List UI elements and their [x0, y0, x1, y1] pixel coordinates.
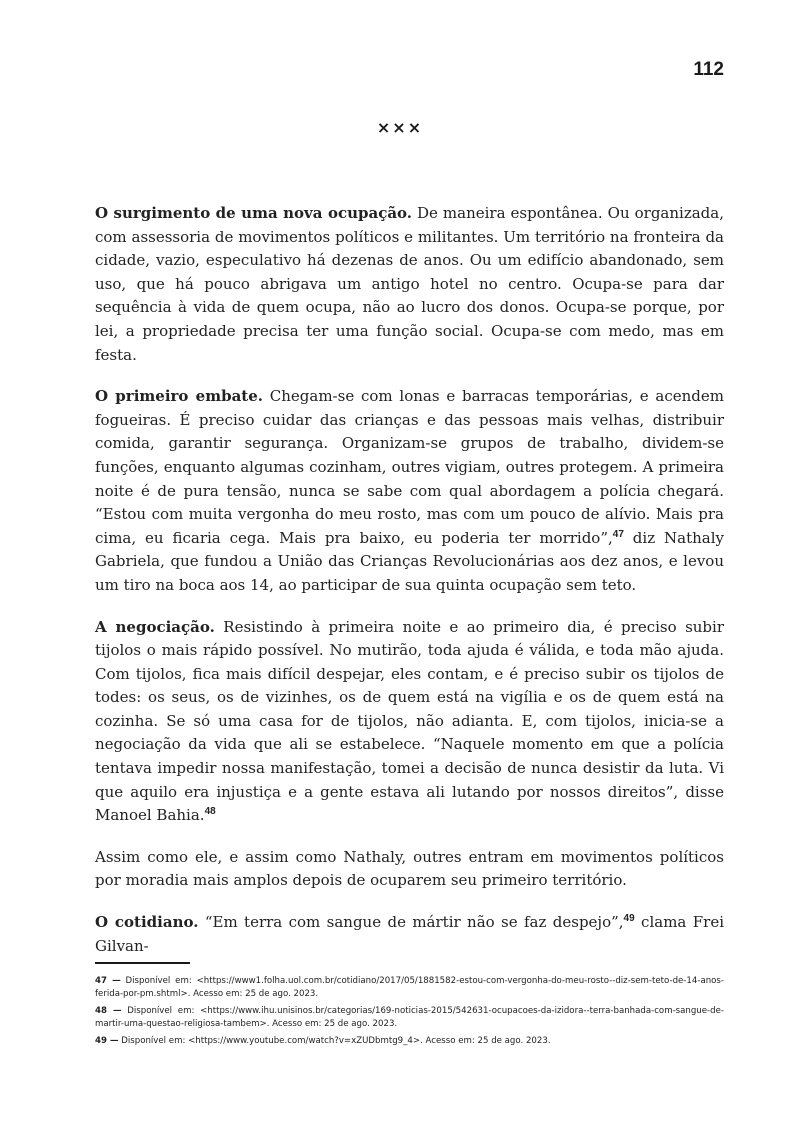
footnote-number: 48 —	[95, 1006, 122, 1016]
footnote-number: 49 —	[95, 1036, 119, 1046]
paragraph-lead: O primeiro embate.	[95, 387, 263, 406]
paragraph-first-clash	[95, 385, 724, 597]
paragraph-daily-life	[95, 911, 724, 958]
footnote-number: 47 —	[95, 976, 121, 986]
paragraph-text: Resistindo à primeira noite e ao primeiro dia, é preciso subir tijolos o mais rápido possível. No mutirão, toda ajuda é válida, e toda mão ajuda. Com tijolos, fica mais difícil despejar, eles contam, e é preciso subir os tijolos de todes: os seus, os de vizinhes, os de quem está na vigília e os de quem está na cozinha. Se só uma casa for de tijolos, não adianta. E, com tijolos, inicia-se a negociação da vida que ali se estabelece. “Naquele momento em que a polícia tentava impedir nossa manifestação, tomei a decisão de nunca desistir da luta. Vi que aquilo era injustiça e a gente estava ali lutando por nossos direitos”, disse Manoel Bahia.	[95, 617, 724, 825]
footnote-49	[95, 1035, 724, 1048]
footnote-divider	[95, 962, 190, 964]
paragraph-negotiation	[95, 616, 724, 828]
page-number: 112	[693, 59, 724, 80]
paragraph-lead: O cotidiano.	[95, 913, 199, 932]
paragraph-text: diz Nathaly Gabriela, que fundou a União das Crianças Revolucionárias aos dez anos, e levou um tiro na boca aos 14, ao participar de sua quinta ocupação sem teto.	[95, 528, 724, 594]
paragraph-text: “Em terra com sangue de mártir não se faz despejo”,	[198, 913, 624, 932]
paragraph-new-occupation	[95, 202, 724, 367]
footnote-text[interactable]: Disponível em: <https://www.youtube.com/watch?v=xZUDbmtg9_4>. Acesso em: 25 de ago. 2023.	[118, 1036, 551, 1046]
footnotes	[95, 975, 724, 1052]
footnote-ref-49[interactable]: 49	[623, 913, 635, 925]
paragraph-text: Assim como ele, e assim como Nathaly, outres entram em movimentos políticos por moradia mais amplos depois de ocuparem seu primeiro território.	[95, 847, 724, 890]
section-separator: ×××	[376, 118, 424, 137]
footnote-text[interactable]: Disponível em: <https://www.ihu.unisinos.br/categorias/169-noticias-2015/542631-ocupacoes-da-izidora--terra-banhada-com-sangue-de-martir-uma-questao-religiosa-tambem>. Acesso em: 25 de ago. 2023.	[95, 1006, 724, 1029]
paragraph-text: De maneira espontânea. Ou organizada, com assessoria de movimentos políticos e militantes. Um território na fronteira da cidade, vazio, especulativo há dezenas de anos. Ou um edifício abandonado, sem uso, que há pouco abrigava um antigo hotel no centro. Ocupa-se para dar sequência à vida de quem ocupa, não ao lucro dos donos. Ocupa-se porque, por lei, a propriedade precisa ter uma função social. Ocupa-se com medo, mas em festa.	[95, 204, 724, 364]
footnote-text[interactable]: Disponível em: <https://www1.folha.uol.com.br/cotidiano/2017/05/1881582-estou-com-vergonha-do-meu-rosto--diz-sem-teto-de-14-anos-ferida-por-pm.shtml>. Acesso em: 25 de ago. 2023.	[95, 976, 724, 999]
paragraph-lead: A negociação.	[95, 617, 215, 636]
paragraph-lead: O surgimento de uma nova ocupação.	[95, 204, 413, 222]
footnote-ref-48[interactable]: 48	[204, 806, 216, 818]
footnote-ref-47[interactable]: 47	[612, 528, 624, 540]
body-text	[95, 202, 724, 958]
footnote-48	[95, 1005, 724, 1031]
paragraph-text: clama Frei Gilvan-	[95, 913, 724, 955]
footnote-47	[95, 975, 724, 1001]
paragraph-text: Chegam-se com lonas e barracas temporárias, e acendem fogueiras. É preciso cuidar das crianças e das pessoas mais velhas, distribuir comida, garantir segurança. Organizam-se grupos de trabalho, dividem-se funções, enquanto algumas cozinham, outres vigiam, outres protegem. A primeira noite é de pura tensão, nunca se sabe com qual abordagem a polícia chegará. “Estou com muita vergonha do meu rosto, mas com um pouco de alívio. Mais pra cima, eu ficaria cega. Mais pra baixo, eu poderia ter morrido”,	[95, 387, 724, 547]
paragraph-like-him	[95, 846, 724, 893]
